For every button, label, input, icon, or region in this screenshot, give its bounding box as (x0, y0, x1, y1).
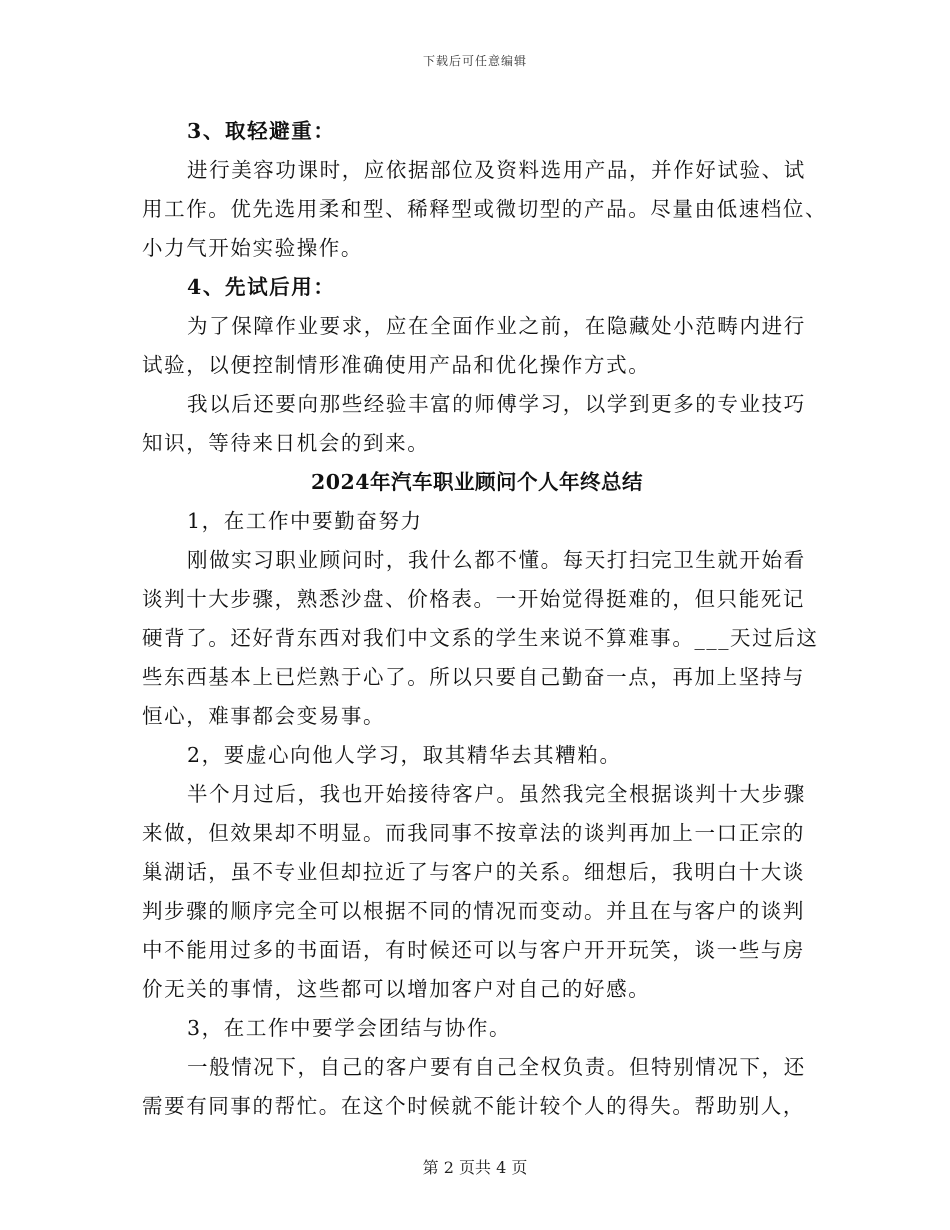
paragraph-line: 我以后还要向那些经验丰富的师傅学习，以学到更多的专业技巧 (187, 392, 806, 416)
paragraph-line: 刚做实习职业顾问时，我什么都不懂。每天打扫完卫生就开始看 (187, 548, 806, 572)
document-body (142, 112, 828, 1126)
section-heading-3: 3、取轻避重： (187, 119, 336, 143)
paragraph-line: 试验，以便控制情形准确使用产品和优化操作方式。 (142, 353, 651, 377)
paragraph-line: 判步骤的顺序完全可以根据不同的情况而变动。并且在与客户的谈判 (142, 899, 805, 923)
page-header-note: 下载后可任意编辑 (422, 54, 527, 68)
paragraph-line: 半个月过后，我也开始接待客户。虽然我完全根据谈判十大步骤 (187, 782, 806, 806)
paragraph-line: 些东西基本上已烂熟于心了。所以只要自己勤奋一点，再加上坚持与 (142, 665, 805, 689)
paragraph-line: 一般情况下，自己的客户要有自己全权负责。但特别情况下，还 (187, 1055, 806, 1079)
section-heading-3b: 3，在工作中要学会团结与协作。 (187, 1016, 512, 1040)
paragraph-line: 用工作。优先选用柔和型、稀释型或微切型的产品。尽量由低速档位、 (142, 197, 828, 221)
page-number-footer: 第 2 页共 4 页 (422, 1158, 528, 1177)
document-title: 2024年汽车职业顾问个人年终总结 (310, 470, 644, 494)
section-heading-4: 4、先试后用： (187, 275, 336, 299)
paragraph-line: 谈判十大步骤，熟悉沙盘、价格表。一开始觉得挺难的，但只能死记 (142, 587, 805, 611)
paragraph-line: 需要有同事的帮忙。在这个时候就不能计较个人的得失。帮助别人， (142, 1094, 805, 1118)
paragraph-line: 巢湖话，虽不专业但却拉近了与客户的关系。细想后，我明白十大谈 (142, 860, 805, 884)
section-heading-1: 1，在工作中要勤奋努力 (187, 509, 423, 533)
paragraph-line: 知识，等待来日机会的到来。 (142, 431, 430, 455)
paragraph-line: 价无关的事情，这些都可以增加客户对自己的好感。 (142, 977, 651, 1001)
paragraph-line: 小力气开始实验操作。 (142, 236, 363, 260)
paragraph-line: 来做，但效果却不明显。而我同事不按章法的谈判再加上一口正宗的 (142, 821, 805, 845)
paragraph-line: 为了保障作业要求，应在全面作业之前，在隐藏处小范畴内进行 (187, 314, 806, 338)
paragraph-line: 恒心，难事都会变易事。 (142, 704, 386, 728)
section-heading-2: 2，要虚心向他人学习，取其精华去其糟粕。 (187, 743, 622, 767)
paragraph-line: 进行美容功课时，应依据部位及资料选用产品，并作好试验、试 (187, 158, 806, 182)
paragraph-line: 硬背了。还好背东西对我们中文系的学生来说不算难事。___天过后这 (142, 626, 819, 650)
paragraph-line: 中不能用过多的书面语，有时候还可以与客户开开玩笑，谈一些与房 (142, 938, 805, 962)
